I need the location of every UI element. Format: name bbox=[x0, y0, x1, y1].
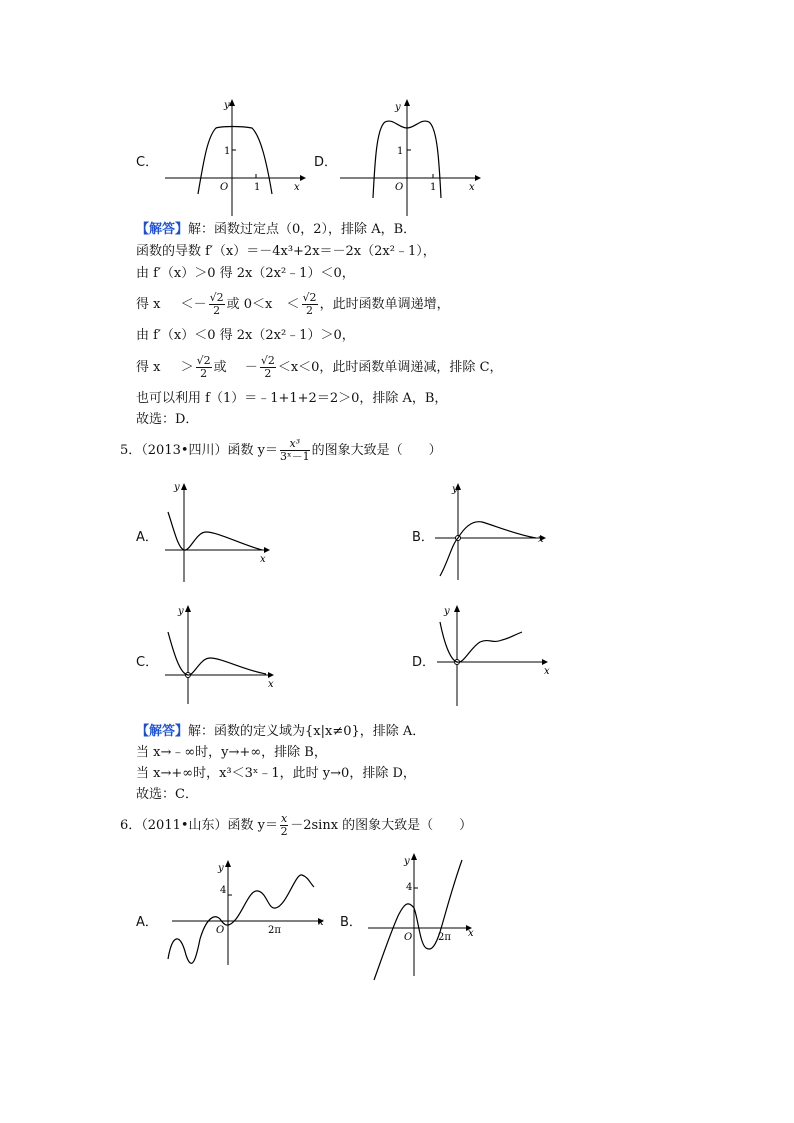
axis-y-label: y bbox=[174, 482, 180, 493]
graph-q5-b bbox=[430, 482, 555, 587]
option-a-label: A． bbox=[136, 530, 158, 545]
graph-q4-c bbox=[160, 98, 310, 218]
tick-y-1: 1 bbox=[397, 146, 404, 157]
axis-x-label: x bbox=[544, 666, 550, 677]
answer-tag: 【解答】 bbox=[136, 222, 189, 237]
origin-label: O bbox=[395, 182, 404, 193]
graph-q4-d bbox=[335, 98, 485, 218]
tick-y-1: 1 bbox=[224, 146, 231, 157]
axis-y-label: y bbox=[224, 100, 230, 111]
tick-x-2pi: 2π bbox=[438, 932, 451, 943]
axis-x-label: x bbox=[260, 554, 266, 565]
answer-tag: 【解答】 bbox=[136, 724, 189, 739]
answer-q5-line-4: 故选：C． bbox=[136, 787, 198, 802]
axis-x-label: x bbox=[318, 917, 324, 928]
question-6-stem: 6．（2011•山东）函数 y＝ $\frac{x}{2}$ －2sinx 的图象大致是（ ） bbox=[120, 812, 473, 838]
origin-label: O bbox=[220, 182, 229, 193]
answer-line-3: 由 f′（x）＞0 得 2x（2x²﹣1）＜0， bbox=[136, 266, 355, 281]
axis-x-label: x bbox=[294, 182, 300, 193]
axis-y-label: y bbox=[178, 606, 184, 617]
axis-y-label: y bbox=[404, 856, 410, 867]
answer-q5-line-1: 【解答】解：函数的定义域为{x|x≠0}，排除 A． bbox=[136, 724, 426, 739]
axis-y-label: y bbox=[218, 863, 224, 874]
axis-x-label: x bbox=[468, 928, 474, 939]
option-b-label: B． bbox=[412, 530, 434, 545]
option-d-label-q5: D． bbox=[412, 655, 436, 670]
graph-q6-a bbox=[160, 855, 330, 975]
option-c-label-q5: C． bbox=[136, 655, 159, 670]
option-d-label: D． bbox=[314, 155, 338, 170]
axis-x-label: x bbox=[538, 534, 544, 545]
tick-x-2pi: 2π bbox=[268, 925, 281, 936]
origin-label: O bbox=[216, 925, 225, 936]
answer-line-1: 【解答】解：函数过定点（0，2），排除 A，B． bbox=[136, 222, 417, 237]
tick-y-4: 4 bbox=[406, 882, 413, 893]
axis-y-label: y bbox=[395, 102, 401, 113]
answer-line-4: 得 x ＜－ $\frac{√2}{2}$ 或 0＜x ＜ $\frac{√2}{2}$ ，此时函数单调递增， bbox=[136, 291, 450, 317]
axis-y-label: y bbox=[444, 606, 450, 617]
graph-q6-b bbox=[360, 848, 480, 983]
axis-y-label: y bbox=[452, 484, 458, 495]
graph-q5-d bbox=[432, 602, 557, 707]
graph-q5-c bbox=[160, 602, 280, 707]
answer-line-2: 函数的导数 f′（x）＝－4x³+2x＝－2x（2x²﹣1）， bbox=[136, 244, 436, 259]
axis-x-label: x bbox=[469, 182, 475, 193]
question-5-stem: 5．（2013•四川）函数 y＝ $\frac{\text{x³}}{\text{3ˣ－1}}$ 的图象大致是（ ） bbox=[120, 437, 442, 463]
option-c-label: C． bbox=[136, 155, 159, 170]
axis-x-label: x bbox=[268, 679, 274, 690]
graph-q5-a bbox=[160, 480, 280, 585]
answer-line-8: 故选：D． bbox=[136, 412, 199, 427]
tick-x-1: 1 bbox=[430, 182, 437, 193]
option-a-label-q6: A． bbox=[136, 915, 158, 930]
origin-label: O bbox=[404, 932, 413, 943]
tick-y-4: 4 bbox=[220, 885, 227, 896]
answer-line-6: 得 x ＞ $\frac{√2}{2}$ 或 － $\frac{√2}{2}$ ＜x＜0，此时函数单调递减，排除 C， bbox=[136, 354, 503, 380]
answer-line-7: 也可以利用 f（1）＝﹣1+1+2＝2＞0，排除 A，B， bbox=[136, 391, 448, 406]
tick-x-1: 1 bbox=[254, 182, 261, 193]
answer-line-5: 由 f′（x）＜0 得 2x（2x²﹣1）＞0， bbox=[136, 328, 355, 343]
option-b-label-q6: B． bbox=[340, 915, 362, 930]
answer-q5-line-2: 当 x→﹣∞时，y→+∞，排除 B， bbox=[136, 745, 327, 760]
answer-q5-line-3: 当 x→+∞时，x³＜3ˣ﹣1，此时 y→0，排除 D， bbox=[136, 766, 416, 781]
